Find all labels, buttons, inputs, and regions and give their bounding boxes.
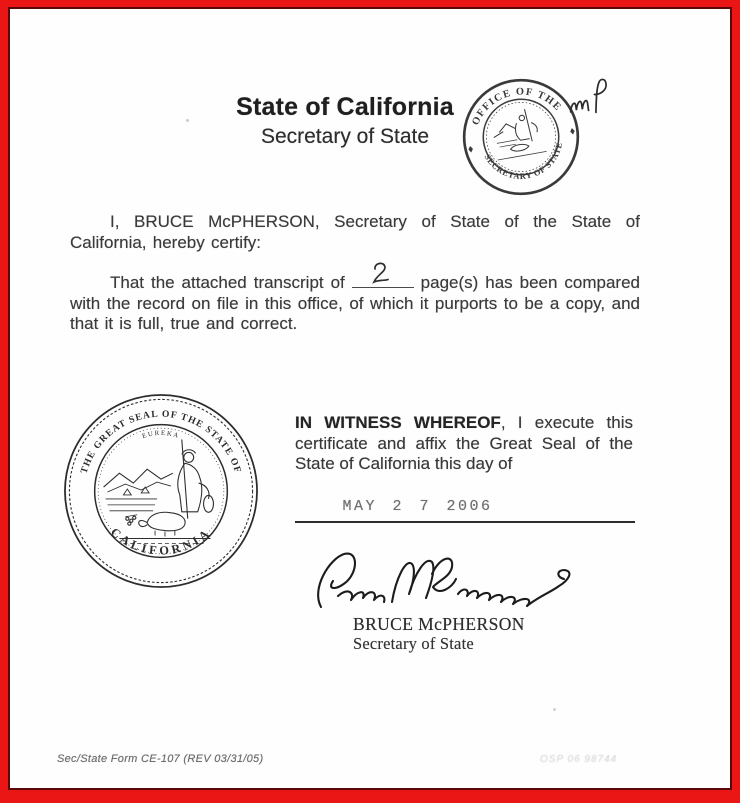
scan-artifact-speck	[553, 708, 556, 711]
witness-lead-text: IN WITNESS WHEREOF	[295, 413, 501, 432]
transcript-after-text: page(s) has been compared with the record on file in this office, of which it purports to be a copy, and that it is full, true and correct.	[70, 273, 640, 333]
great-seal-of-california-icon	[62, 392, 260, 590]
witness-paragraph	[295, 413, 633, 475]
seal-arc-top-label: THE GREAT SEAL OF THE STATE OF	[78, 408, 244, 475]
transcript-before-text: That the attached transcript of	[110, 273, 345, 292]
page-title: State of California	[236, 93, 454, 121]
witness-rest-text: , I execute this certificate and affix the Great Seal of the State of California this day of	[295, 413, 633, 473]
certificate-page	[8, 7, 732, 790]
form-number: Sec/State Form CE-107 (REV 03/31/05)	[57, 753, 264, 765]
date-line	[295, 497, 635, 523]
transcript-paragraph	[70, 272, 640, 335]
handwritten-initials	[563, 77, 619, 121]
certify-text: I, BRUCE McPHERSON, Secretary of State of the State of California, hereby certify:	[70, 212, 640, 252]
seal-motto-label: EUREKA	[141, 429, 181, 441]
print-code: OSP 06 98744	[540, 754, 618, 765]
page-subtitle: Secretary of State	[260, 125, 430, 148]
signer-title: Secretary of State	[353, 634, 474, 653]
date-stamp: MAY 2 7 2006	[342, 498, 493, 515]
seal-arc-bottom-label: CALIFORNIA	[107, 524, 215, 558]
stamp-arc-bottom-label: SECRETARY OF STATE	[482, 141, 565, 181]
page-count-blank	[352, 272, 414, 288]
signer-name: BRUCE McPHERSON	[353, 614, 525, 634]
stamp-arc-top-label: OFFICE OF THE	[470, 86, 564, 128]
certification-paragraph	[70, 212, 640, 253]
signature-icon	[305, 543, 595, 623]
handwritten-page-count	[370, 260, 392, 286]
svg-text:THE GREAT SEAL OF THE STATE OF	[79, 409, 244, 475]
svg-text:EUREKA	[141, 430, 180, 440]
